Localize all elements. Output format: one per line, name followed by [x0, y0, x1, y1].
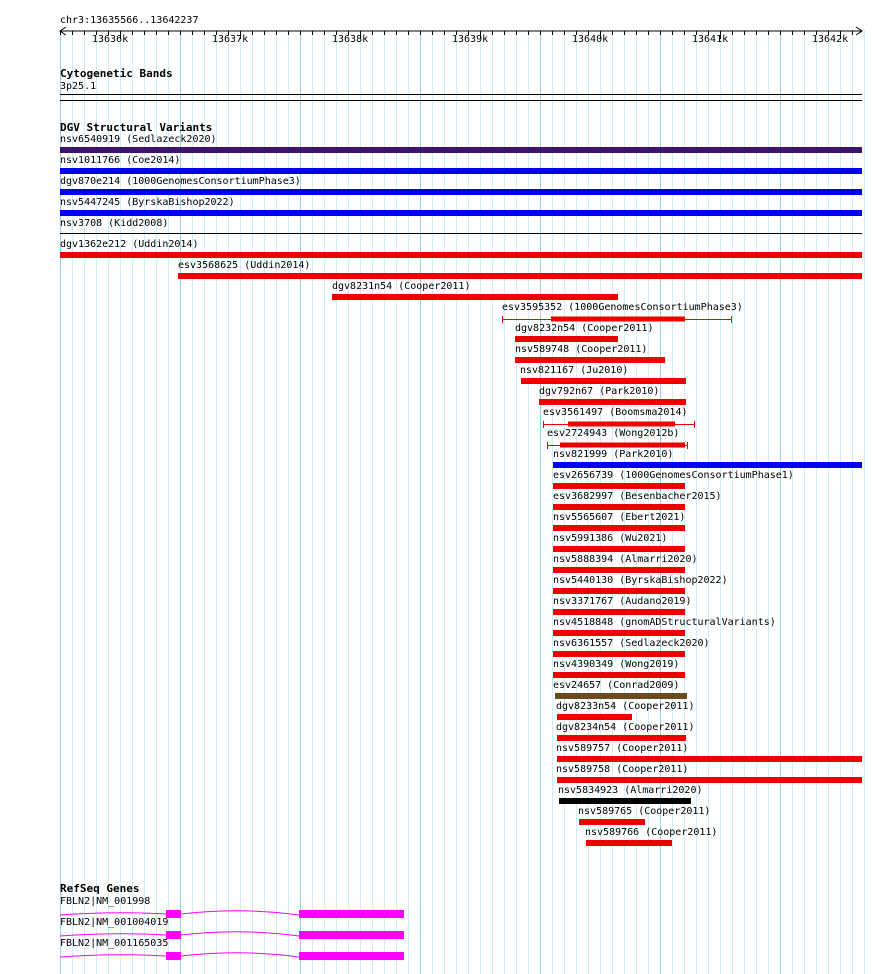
dgv-feature-label[interactable]: esv24657 (Conrad2009)	[553, 680, 680, 691]
dgv-feature-label[interactable]: nsv589766 (Cooper2011)	[585, 827, 718, 838]
dgv-feature-label[interactable]: nsv3708 (Kidd2008)	[60, 218, 169, 229]
track-divider	[60, 100, 862, 101]
dgv-feature-bar[interactable]	[553, 525, 685, 531]
dgv-feature-bar[interactable]	[557, 735, 686, 741]
dgv-feature-bar[interactable]	[60, 147, 862, 153]
dgv-feature-bar[interactable]	[557, 756, 862, 762]
dgv-feature-bar[interactable]	[60, 168, 862, 174]
dgv-feature-label[interactable]: nsv821167 (Ju2010)	[520, 365, 629, 376]
dgv-feature-bar[interactable]	[559, 798, 691, 804]
dgv-feature-label[interactable]: nsv5834923 (Almarri2020)	[558, 785, 703, 796]
dgv-feature-label[interactable]: nsv5888394 (Almarri2020)	[553, 554, 698, 565]
track-title-cytobands[interactable]: Cytogenetic Bands	[60, 67, 173, 80]
dgv-feature-label[interactable]: nsv5565607 (Ebert2021)	[553, 512, 686, 523]
dgv-feature-bar[interactable]	[553, 546, 685, 552]
dgv-feature-bar[interactable]	[521, 378, 686, 384]
exon	[299, 910, 404, 918]
dgv-feature-label[interactable]: esv3682997 (Besenbacher2015)	[553, 491, 722, 502]
dgv-feature-label[interactable]: dgv792n67 (Park2010)	[539, 386, 660, 397]
refseq-transcript-label[interactable]: FBLN2|NM_001004019	[60, 917, 169, 928]
dgv-feature-bar[interactable]	[60, 252, 862, 258]
ruler-tick-label: 13636k	[92, 34, 129, 45]
dgv-feature-bar[interactable]	[515, 336, 618, 342]
dgv-feature-bar[interactable]	[553, 462, 862, 468]
dgv-feature-bar[interactable]	[557, 777, 862, 783]
dgv-feature-bar[interactable]	[553, 630, 685, 636]
dgv-feature-label[interactable]: nsv589757 (Cooper2011)	[556, 743, 689, 754]
dgv-feature-bar[interactable]	[553, 672, 685, 678]
track-title-refseq[interactable]: RefSeq Genes	[60, 882, 140, 895]
exon	[299, 952, 404, 960]
dgv-feature-bar[interactable]	[515, 357, 665, 363]
dgv-feature-bar[interactable]	[579, 819, 645, 825]
refseq-transcript-label[interactable]: FBLN2|NM_001165035	[60, 938, 169, 949]
dgv-feature-bar[interactable]	[539, 399, 686, 405]
dgv-feature-label[interactable]: nsv589758 (Cooper2011)	[556, 764, 689, 775]
dgv-feature-bar[interactable]	[553, 588, 685, 594]
ruler-tick-label: 13640k	[572, 34, 609, 45]
dgv-feature-bar[interactable]	[553, 651, 685, 657]
ruler-tick-label: 13637k	[212, 34, 249, 45]
dgv-feature-bar[interactable]	[553, 609, 685, 615]
refseq-transcript-glyph[interactable]	[60, 950, 420, 962]
dgv-feature-bar[interactable]	[332, 294, 618, 300]
dgv-feature-label[interactable]: esv3568625 (Uddin2014)	[178, 260, 311, 271]
dgv-feature-label[interactable]: nsv589765 (Cooper2011)	[578, 806, 711, 817]
dgv-feature-label[interactable]: dgv870e214 (1000GenomesConsortiumPhase3)	[60, 176, 301, 187]
dgv-feature-label[interactable]: esv2724943 (Wong2012b)	[547, 428, 680, 439]
scale-ruler	[0, 26, 890, 46]
dgv-feature-label[interactable]: dgv1362e212 (Uddin2014)	[60, 239, 199, 250]
dgv-feature-bar[interactable]	[553, 504, 685, 510]
dgv-feature-label[interactable]: nsv5447245 (ByrskaBishop2022)	[60, 197, 235, 208]
refseq-transcript-label[interactable]: FBLN2|NM_001998	[60, 896, 151, 907]
dgv-feature-bar[interactable]	[553, 483, 685, 489]
ruler-tick-label: 13639k	[452, 34, 489, 45]
dgv-feature-label[interactable]: esv3595352 (1000GenomesConsortiumPhase3)	[502, 302, 743, 313]
location-label: chr3:13635566..13642237	[60, 15, 199, 26]
exon	[299, 931, 404, 939]
dgv-feature-bar[interactable]	[178, 273, 862, 279]
dgv-feature-bar[interactable]	[60, 189, 862, 195]
dgv-feature-label[interactable]: nsv5991386 (Wu2021)	[553, 533, 668, 544]
dgv-feature-label[interactable]: nsv4518848 (gnomADStructuralVariants)	[553, 617, 776, 628]
dgv-feature-label[interactable]: nsv4390349 (Wong2019)	[553, 659, 680, 670]
dgv-feature-bar[interactable]	[502, 315, 734, 323]
dgv-feature-label[interactable]: nsv589748 (Cooper2011)	[515, 344, 648, 355]
dgv-feature-bar[interactable]	[586, 840, 672, 846]
dgv-feature-label[interactable]: dgv8231n54 (Cooper2011)	[332, 281, 471, 292]
cytoband-label: 3p25.1	[60, 81, 97, 92]
dgv-feature-bar[interactable]	[543, 420, 697, 428]
dgv-feature-label[interactable]: nsv6540919 (Sedlazeck2020)	[60, 134, 217, 145]
dgv-feature-label[interactable]: esv2656739 (1000GenomesConsortiumPhase1)	[553, 470, 794, 481]
track-title-dgv[interactable]: DGV Structural Variants	[60, 121, 213, 134]
dgv-feature-label[interactable]: nsv1011766 (Coe2014)	[60, 155, 181, 166]
dgv-feature-bar[interactable]	[557, 714, 632, 720]
dgv-feature-bar[interactable]	[555, 693, 687, 699]
dgv-feature-label[interactable]: nsv821999 (Park2010)	[553, 449, 674, 460]
dgv-feature-bar[interactable]	[60, 233, 862, 234]
dgv-feature-label[interactable]: nsv6361557 (Sedlazeck2020)	[553, 638, 710, 649]
dgv-feature-bar[interactable]	[60, 210, 862, 216]
dgv-feature-label[interactable]: dgv8232n54 (Cooper2011)	[515, 323, 654, 334]
dgv-feature-label[interactable]: esv3561497 (Boomsma2014)	[543, 407, 688, 418]
dgv-feature-label[interactable]: dgv8233n54 (Cooper2011)	[556, 701, 695, 712]
dgv-feature-bar[interactable]	[553, 567, 685, 573]
dgv-feature-bar[interactable]	[547, 441, 690, 449]
dgv-feature-label[interactable]: dgv8234n54 (Cooper2011)	[556, 722, 695, 733]
dgv-feature-label[interactable]: nsv3371767 (Audano2019)	[553, 596, 692, 607]
cytoband-bar[interactable]	[60, 94, 862, 95]
ruler-tick-label: 13641k	[692, 34, 729, 45]
dgv-feature-label[interactable]: nsv5440130 (ByrskaBishop2022)	[553, 575, 728, 586]
exon	[166, 952, 181, 960]
ruler-tick-label: 13642k	[812, 34, 849, 45]
ruler-tick-label: 13638k	[332, 34, 369, 45]
